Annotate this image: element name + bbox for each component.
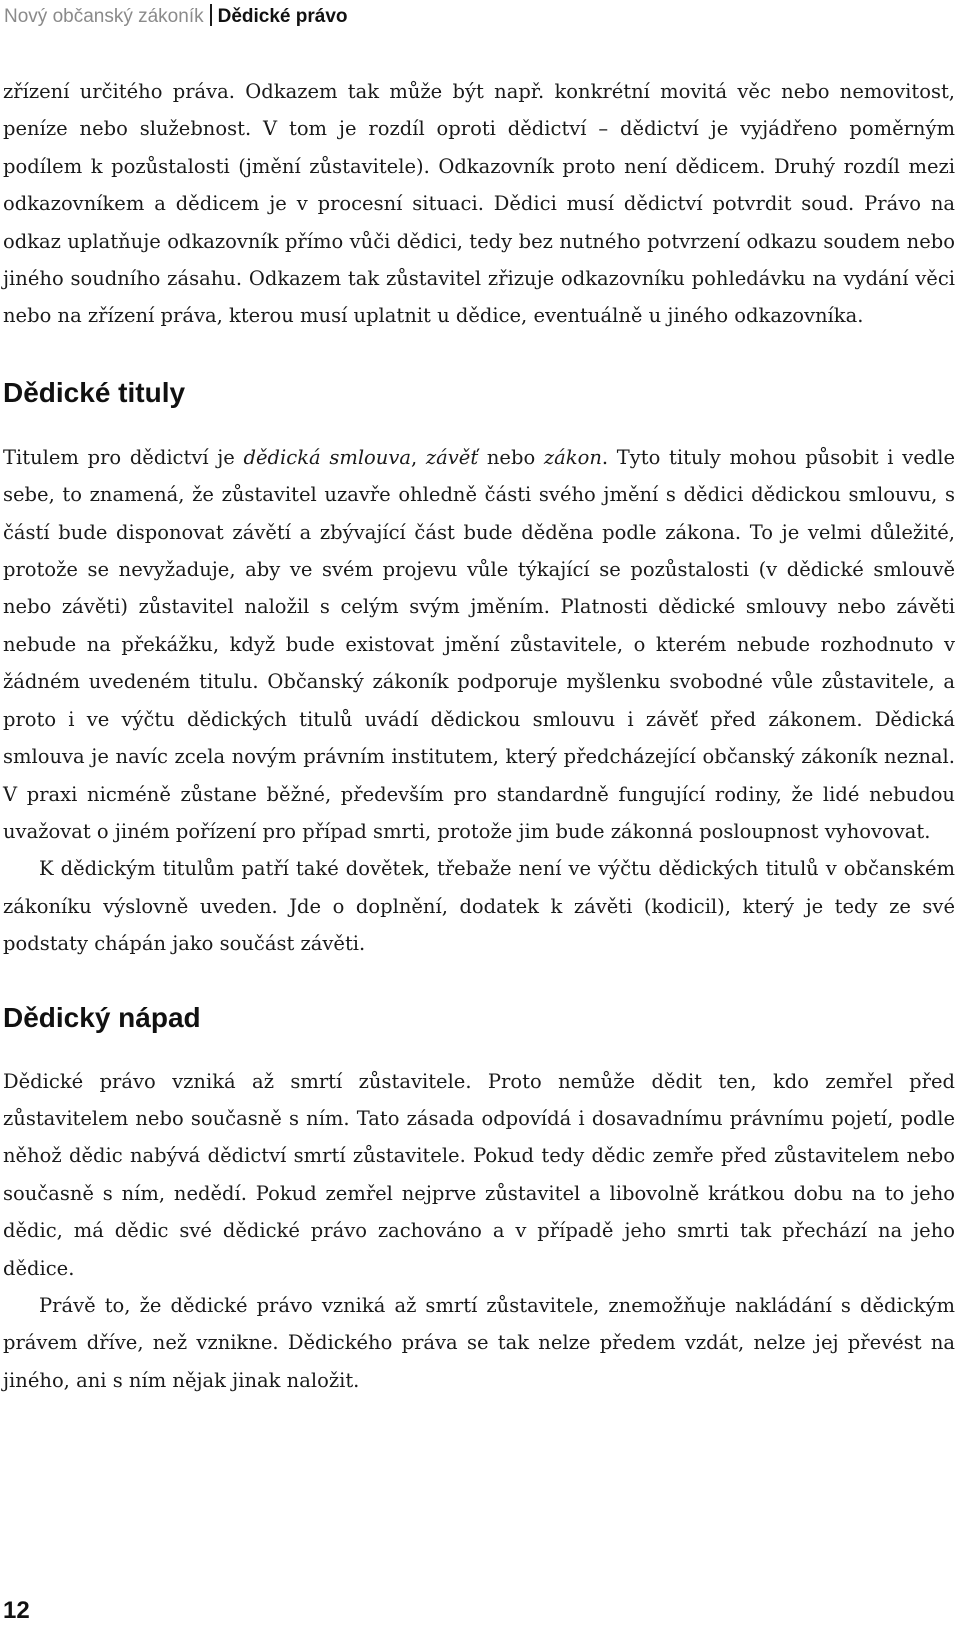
chapter-title: Dědické právo: [217, 6, 348, 27]
body-paragraph: K dědickým titulům patří také dovětek, třebaže není ve výčtu dědických titulů v občanském zákoníku výslovně uveden. Jde o doplnění, dodatek k závěti (kodicil), který je tedy ze své podstaty chápán jako součást závěti.: [3, 857, 955, 956]
text-run: ,: [411, 445, 426, 469]
text-run: nebo: [478, 445, 544, 469]
body-paragraph: [3, 439, 955, 850]
header-divider: [210, 4, 212, 26]
page-number: 12: [3, 1597, 30, 1624]
body-paragraph: zřízení určitého práva. Odkazem tak může být např. konkrétní movitá věc nebo nemovitost, peníze nebo služebnost. V tom je rozdíl oproti dědictví – dědictví je vyjádřeno poměrným podílem k pozůstalosti (jmění zůstavitele). Odkazovník proto není dědicem. Druhý rozdíl mezi odkazovníkem a dědicem je v procesní situaci. Dědici musí dědictví potvrdit soud. Právo na odkaz uplatňuje odkazovník přímo vůči dědici, tedy bez nutného potvrzení odkazu soudem nebo jiného soudního zásahu. Odkazem tak zůstavitel zřizuje odkazovníku pohledávku na vydání věci nebo na zřízení práva, kterou musí uplatnit u dědice, eventuálně u jiného odkazovníka.: [3, 80, 955, 328]
text-run: . Tyto tituly mohou působit i vedle sebe, to znamená, že zůstavitel uzavře ohledně části svého jmění s dědici dědickou smlouvu, s částí bude disponovat závětí a zbývající část bude děděna podle zákona. To je velmi důležité, protože se nevyžaduje, aby ve svém projevu vůle týkající se pozůstalosti (v dědické smlouvě nebo závěti) zůstavitel naložil s celým svým jměním. Platnosti dědické smlouvy nebo závěti nebude na překážku, když bude existovat jmění zůstavitele, o kterém nebude rozhodnuto v žádném uvedeném titulu. Občanský zákoník podporuje myšlenku svobodné vůle zůstavitele, a proto i ve výčtu dědických titulů uvádí dědickou smlouvu i závěť před zákonem. Dědická smlouva je navíc zcela novým právním institutem, který předcházející občanský zákoník neznal. V praxi nicméně zůstane běžné, především pro standardně fungující rodiny, že lidé nebudou uvažovat o jiném pořízení pro případ smrti, protože jim bude zákonná posloupnost vyhovovat.: [3, 445, 955, 843]
text-run: Titulem pro dědictví je: [3, 445, 244, 469]
running-head: [4, 4, 348, 30]
page-content: [3, 73, 955, 1399]
term-law: zákon: [543, 445, 602, 469]
body-paragraph: Dědické právo vzniká až smrtí zůstavitele. Proto nemůže dědit ten, kdo zemřel před zůstavitelem nebo současně s ním. Tato zásada odpovídá i dosavadnímu právnímu pojetí, podle něhož dědic nabývá dědictví smrtí zůstavitele. Pokud tedy dědic zemře před zůstavitelem nebo současně s ním, nedědí. Pokud zemřel nejprve zůstavitel a libovolně krátkou dobu na to jeho dědic, má dědic své dědické právo zachováno a v případě jeho smrti tak přechází na jeho dědice.: [3, 1069, 955, 1280]
body-paragraph: Právě to, že dědické právo vzniká až smrtí zůstavitele, znemožňuje nakládání s dědickým právem dříve, než vznikne. Dědického práva se tak nelze předem vzdát, nelze jej převést na jiného, ani s ním nějak jinak naložit.: [3, 1293, 955, 1392]
term-inheritance-contract: dědická smlouva: [243, 445, 411, 469]
section-heading-titles: Dědické tituly: [3, 376, 186, 408]
term-will: závěť: [425, 445, 479, 469]
section-heading-idea: Dědický nápad: [3, 1001, 201, 1033]
book-title: Nový občanský zákoník: [4, 6, 204, 27]
